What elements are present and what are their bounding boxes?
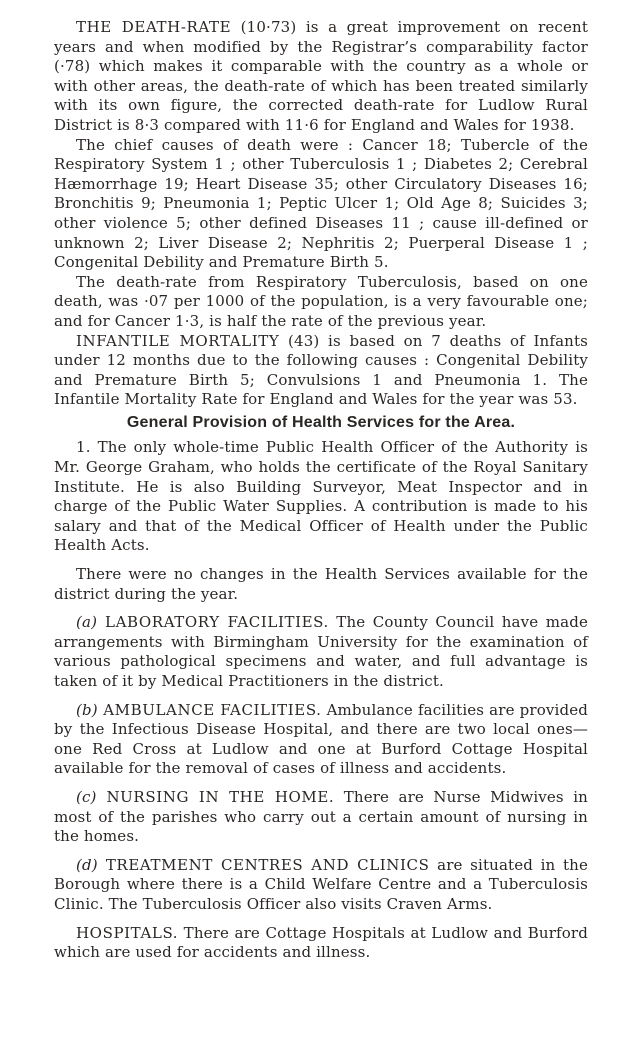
laboratory-paragraph: [54, 613, 588, 691]
ambulance-paragraph: [54, 701, 588, 779]
infantile-text: (43) is based on 7 deaths of Infants under 12 months due to the following causes : Congenital Debility and Premature Birth 5; Convulsions 1 and Pneumonia 1. The Infantile Mortality Rate for England and Wales for the year was 53.: [54, 331, 589, 409]
death-rate-text: (10·73) is a great improvement on recent years and when modified by the Registrar’s comparability factor (·78) which makes it comparable with the country as a whole or with other areas, the death-rate of which has been treated similarly with its own figure, the corrected death-rate for Ludlow Rural District is 8·3 compared with 11·6 for England and Wales for 1938.: [54, 18, 588, 134]
section-heading: General Provision of Health Services for the Area.: [126, 413, 516, 431]
ambulance-text: Ambulance facilities are provided by the Infectious Disease Hospital, and there are two local ones—one Red Cross at Ludlow and one at Burford Cottage Hospital available for the removal of cases of illness and accidents.: [54, 700, 588, 778]
laboratory-lead: LABORATORY FACILITIES.: [97, 613, 329, 632]
hospitals-lead: HOSPITALS.: [76, 923, 179, 942]
treatment-label: (d): [76, 855, 98, 874]
nursing-paragraph: [54, 788, 588, 847]
death-rate-lead: THE DEATH-RATE: [76, 18, 232, 36]
ambulance-lead: AMBULANCE FACILITIES.: [97, 700, 322, 719]
hospitals-text: There are Cottage Hospitals at Ludlow and Burford which are used for accidents and illness.: [54, 923, 588, 962]
treatment-paragraph: [54, 856, 588, 915]
laboratory-label: (a): [76, 613, 98, 632]
infantile-mortality-paragraph: [54, 332, 588, 410]
item-1-paragraph: 1. The only whole-time Public Health Officer of the Authority is Mr. George Graham, who holds the certificate of the Royal Sanitary Institute. He is also Building Surveyor, Meat Inspector and in charge of the Public Water Supplies. A contribution is made to his salary and that of the Medical Officer of Health under the Public Health Acts.: [54, 438, 588, 555]
no-changes-paragraph: There were no changes in the Health Services available for the district during the year.: [54, 565, 588, 603]
hospitals-paragraph: [54, 924, 588, 963]
respiratory-paragraph: The death-rate from Respiratory Tuberculosis, based on one death, was ·07 per 1000 of the population, is a very favourable one; and for Cancer 1·3, is half the rate of the previous year.: [54, 272, 588, 330]
nursing-text: There are Nurse Midwives in most of the parishes who carry out a certain amount of nursing in the homes.: [54, 787, 588, 846]
infantile-lead: INFANTILE MORTALITY: [76, 331, 280, 350]
nursing-lead: NURSING IN THE HOME.: [96, 787, 335, 806]
treatment-text: are situated in the Borough where there is a Child Welfare Centre and a Tuberculosis Clinic. The Tuberculosis Officer also visits Craven Arms.: [54, 855, 588, 913]
nursing-label: (c): [76, 787, 97, 806]
chief-causes-paragraph: The chief causes of death were : Cancer 18; Tubercle of the Respiratory System 1 ; other Tuberculosis 1 ; Diabetes 2; Cerebral Hæmorrhage 19; Heart Disease 35; other Circulatory Diseases 16; Bronchitis 9; Pneumonia 1; Peptic Ulcer 1; Old Age 8; Suicides 3; other violence 5; other defined Diseases 11 ; cause ill-defined or unknown 2; Liver Disease 2; Nephritis 2; Puerperal Disease 1 ; Congenital Debility and Premature Birth 5.: [54, 135, 588, 272]
death-rate-paragraph: [54, 18, 588, 136]
laboratory-text: The County Council have made arrangements with Birmingham University for the examination of various pathological specimens and water, and full advantage is taken of it by Medical Practitioners in the district.: [54, 613, 588, 690]
ambulance-label: (b): [76, 700, 98, 719]
treatment-lead: TREATMENT CENTRES AND CLINICS: [97, 855, 430, 874]
